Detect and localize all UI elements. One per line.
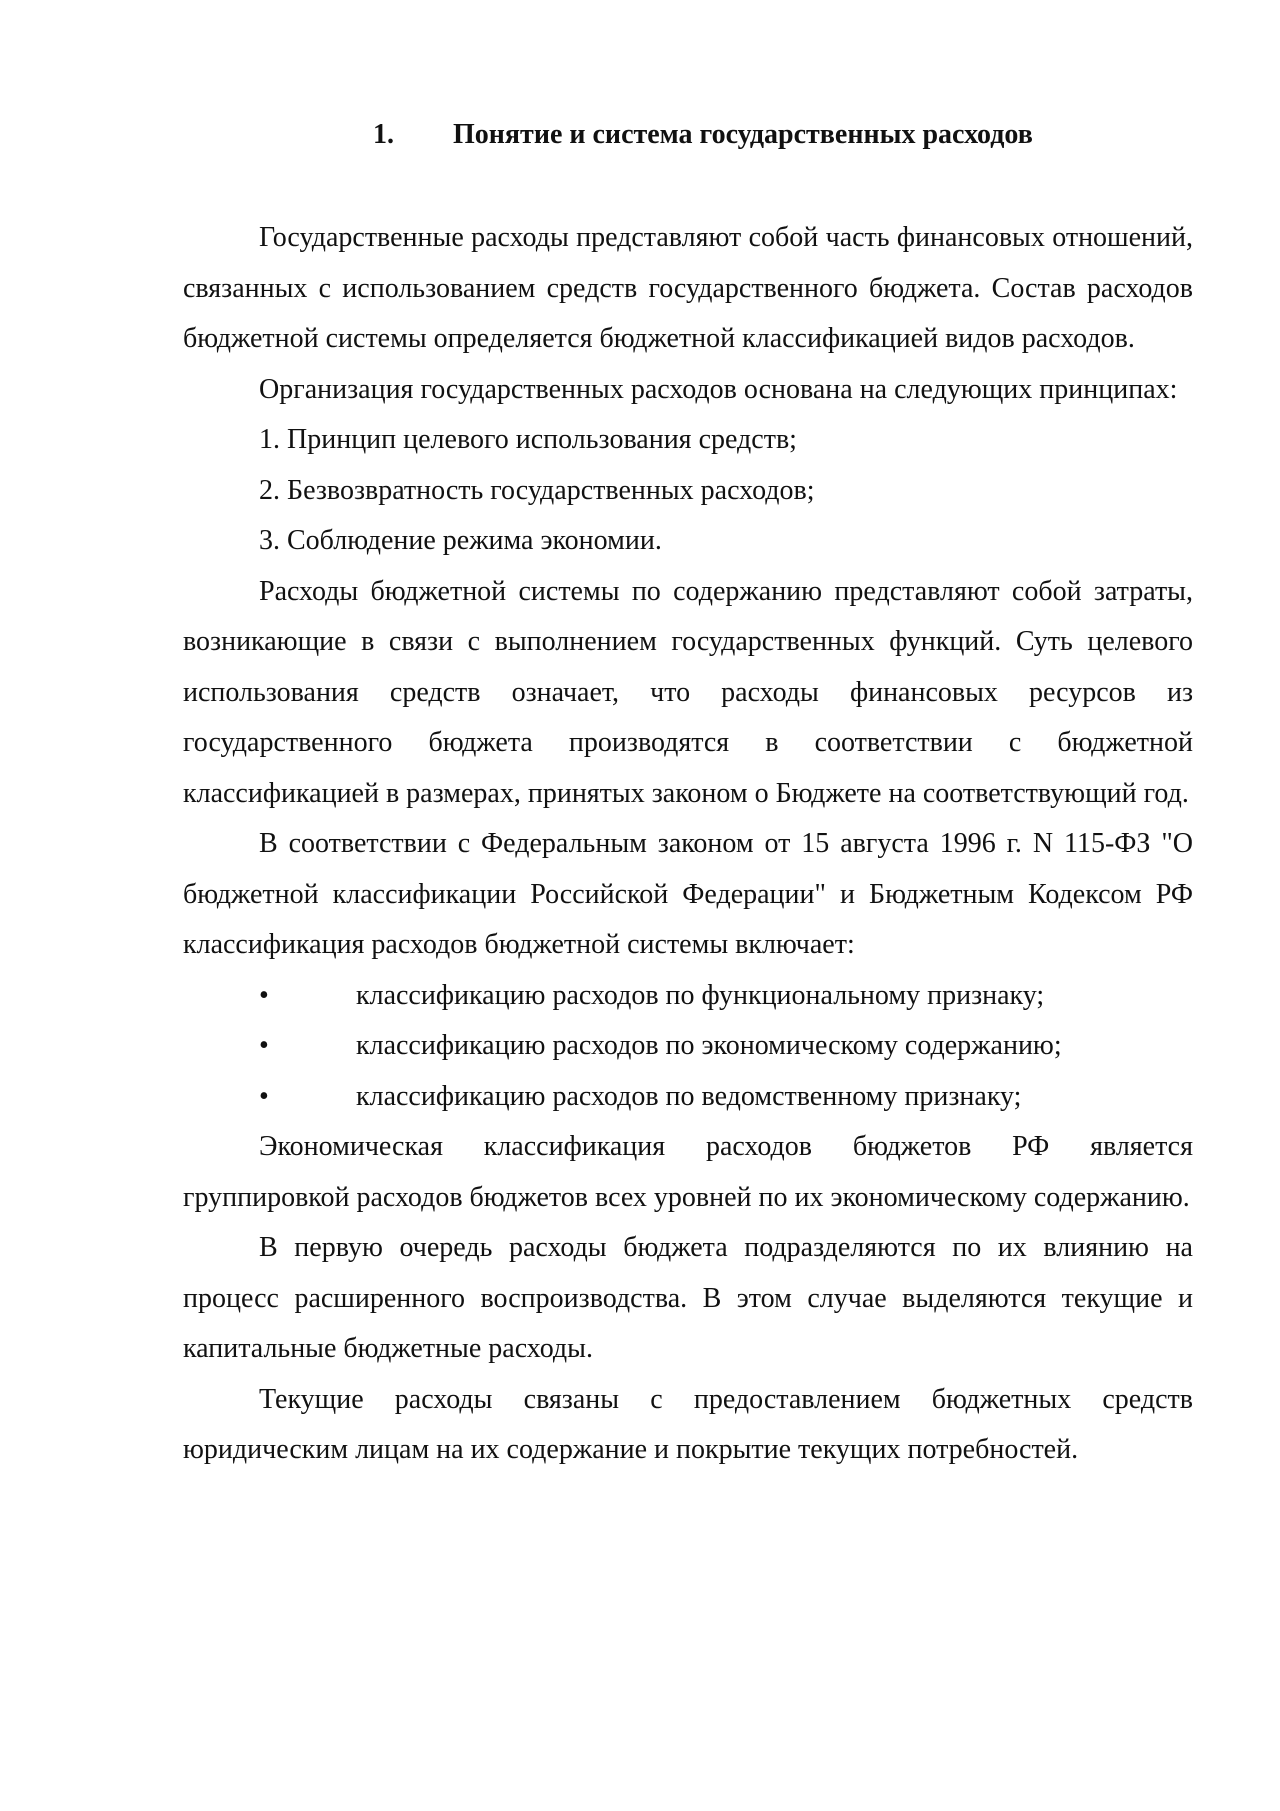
section-heading — [373, 118, 1033, 152]
bullet-item-2 — [183, 1021, 1193, 1072]
bullet-icon: • — [259, 1030, 269, 1061]
bullet-text: классификацию расходов по функциональному признаку; — [356, 979, 1045, 1011]
paragraph-3: Расходы бюджетной системы по содержанию представляют собой затраты, возникающие в связи с выполнением государственных функций. Суть целевого использования средств означает, что расходы финансовых ресурсов из государственного бюджета производятся в соответствии с бюджетной классификацией в размерах, принятых законом о Бюджете на соответствующий год. — [183, 575, 1193, 809]
principle-item-1: 1. Принцип целевого использования средств; — [259, 424, 797, 455]
paragraph-4: В соответствии с Федеральным законом от 15 августа 1996 г. N 115-ФЗ "О бюджетной классификации Российской Федерации" и Бюджетным Кодексом РФ классификация расходов бюджетной системы включает: — [183, 828, 1193, 960]
bullet-icon: • — [259, 1080, 269, 1112]
paragraph-2: Организация государственных расходов основана на следующих принципах: — [259, 373, 1178, 405]
paragraph-1: Государственные расходы представляют собой часть финансовых отношений, связанных с использованием средств государственного бюджета. Состав расходов бюджетной системы определяется бюджетной классификацией видов расходов. — [183, 222, 1193, 354]
heading-number: 1. — [373, 119, 394, 150]
principle-item-3: 3. Соблюдение режима экономии. — [259, 525, 662, 556]
bullet-item-3 — [183, 1072, 1193, 1123]
paragraph-6: В первую очередь расходы бюджета подразделяются по их влиянию на процесс расширенного воспроизводства. В этом случае выделяются текущие и капитальные бюджетные расходы. — [183, 1232, 1193, 1364]
bullet-icon: • — [259, 979, 269, 1011]
paragraph-5: Экономическая классификация расходов бюджетов РФ является группировкой расходов бюджетов всех уровней по их экономическому содержанию. — [183, 1131, 1193, 1213]
bullet-item-1 — [183, 971, 1193, 1022]
bullet-text: классификацию расходов по экономическому содержанию; — [356, 1030, 1062, 1061]
bullet-text: классификацию расходов по ведомственному признаку; — [356, 1080, 1022, 1112]
paragraph-7: Текущие расходы связаны с предоставлением бюджетных средств юридическим лицам на их содержание и покрытие текущих потребностей. — [183, 1383, 1193, 1465]
document-page — [183, 0, 1193, 1811]
principle-item-2: 2. Безвозвратность государственных расходов; — [259, 474, 815, 506]
heading-title: Понятие и система государственных расходов — [453, 119, 1033, 150]
document-body — [183, 213, 1193, 1476]
